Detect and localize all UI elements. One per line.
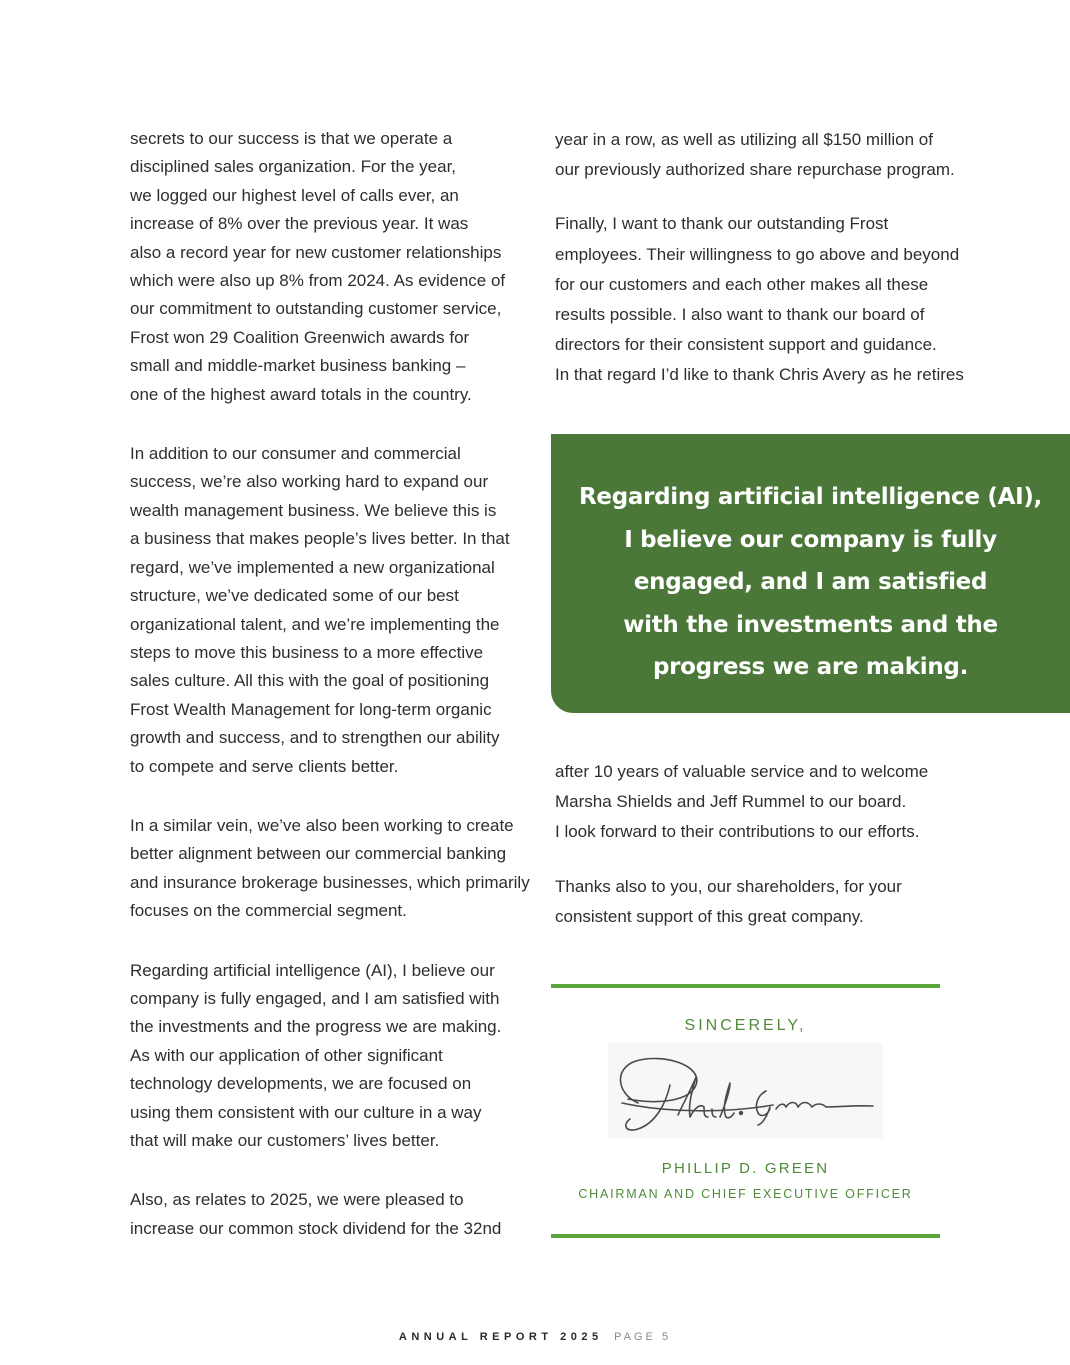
- text-line: the investments and the progress we are making.: [130, 1017, 502, 1037]
- paragraph-dividend: [130, 1186, 520, 1243]
- text-line: Frost won 29 Coalition Greenwich awards for: [130, 327, 470, 347]
- text-line: our commitment to outstanding customer service,: [130, 299, 502, 319]
- text-line: that will make our customers’ lives better.: [130, 1131, 440, 1150]
- text-line: Frost Wealth Management for long-term organic: [130, 699, 492, 719]
- text-line: increase our common stock dividend for the 32nd: [130, 1218, 502, 1238]
- text-line: our previously authorized share repurchase program.: [555, 160, 955, 180]
- text-line: sales culture. All this with the goal of positioning: [130, 671, 490, 691]
- pull-quote: [551, 434, 1070, 713]
- signature-image: [608, 1043, 883, 1138]
- pull-quote-text: [551, 476, 1070, 689]
- text-line: increase of 8% over the previous year. It was: [130, 214, 469, 234]
- text-line: small and middle-market business banking –: [130, 356, 466, 376]
- text-line: In addition to our consumer and commercial: [130, 444, 461, 464]
- text-line: Thanks also to you, our shareholders, for your: [555, 876, 902, 896]
- paragraph-repurchase: [555, 125, 955, 185]
- page-footer: [0, 1331, 1070, 1343]
- signer-name: PHILLIP D. GREEN: [661, 1160, 830, 1177]
- paragraph-thanks-shareholders: [555, 872, 945, 932]
- text-line: year in a row, as well as utilizing all $150 million of: [555, 130, 933, 149]
- text-line: we logged our highest level of calls ever, an: [130, 185, 459, 205]
- text-line: steps to move this business to a more effective: [130, 642, 484, 662]
- text-line: secrets to our success is that we operate a: [130, 129, 453, 148]
- paragraph-insurance: [130, 812, 530, 926]
- text-line: better alignment between our commercial banking: [130, 844, 507, 864]
- right-column-bottom: [555, 757, 945, 932]
- right-column-top: [555, 125, 964, 391]
- text-line: after 10 years of valuable service and to welcome: [555, 762, 929, 781]
- divider-bottom: [551, 1234, 940, 1238]
- pull-quote-line: engaged, and I am satisfied: [633, 569, 988, 595]
- text-line: consistent support of this great company.: [555, 906, 864, 926]
- text-line: to compete and serve clients better.: [130, 756, 399, 776]
- pull-quote-line: I believe our company is fully: [624, 526, 997, 553]
- pull-quote-line: with the investments and the: [623, 611, 998, 638]
- text-line: As with our application of other significant: [130, 1045, 443, 1065]
- text-line: a business that makes people’s lives better. In that: [130, 529, 510, 549]
- text-line: focuses on the commercial segment.: [130, 901, 407, 921]
- footer-report-label: ANNUAL REPORT 2025: [398, 1331, 603, 1343]
- paragraph-sales: [130, 125, 520, 409]
- text-line: organizational talent, and we’re implementing the: [130, 614, 500, 634]
- text-line: Regarding artificial intelligence (AI), I believe our: [130, 960, 495, 980]
- signature-icon: [608, 1043, 883, 1138]
- text-line: In that regard I’d like to thank Chris Avery as he retires: [555, 365, 964, 385]
- text-line: Also, as relates to 2025, we were pleased to: [130, 1190, 464, 1210]
- text-line: Finally, I want to thank our outstanding Frost: [555, 214, 889, 234]
- text-line: for our customers and each other makes all these: [555, 274, 929, 294]
- divider-top: [551, 984, 940, 988]
- text-line: also a record year for new customer relationships: [130, 242, 502, 262]
- text-line: and insurance brokerage businesses, which primarily: [130, 872, 530, 892]
- paragraph-ai: [130, 957, 520, 1156]
- text-line: growth and success, and to strengthen our ability: [130, 728, 500, 748]
- text-line: In a similar vein, we’ve also been working to create: [130, 815, 514, 835]
- paragraph-board: [555, 757, 945, 848]
- text-line: one of the highest award totals in the country.: [130, 384, 472, 404]
- text-line: disciplined sales organization. For the year,: [130, 157, 457, 177]
- paragraph-thanks-employees: [555, 209, 964, 390]
- text-line: success, we’re also working hard to expand our: [130, 472, 489, 492]
- text-line: company is fully engaged, and I am satisfied with: [130, 988, 500, 1008]
- closing-salutation: SINCERELY,: [684, 1017, 807, 1034]
- footer-page-number: PAGE 5: [614, 1331, 672, 1343]
- text-line: using them consistent with our culture in a way: [130, 1102, 482, 1122]
- pull-quote-line: progress we are making.: [652, 654, 969, 680]
- text-line: employees. Their willingness to go above and beyond: [555, 244, 960, 264]
- text-line: Marsha Shields and Jeff Rummel to our board.: [555, 792, 907, 812]
- text-line: wealth management business. We believe this is: [130, 500, 497, 520]
- signer-title: CHAIRMAN AND CHIEF EXECUTIVE OFFICER: [578, 1187, 913, 1201]
- text-line: I look forward to their contributions to our efforts.: [555, 822, 920, 842]
- text-line: directors for their consistent support and guidance.: [555, 335, 937, 355]
- paragraph-wealth-management: [130, 440, 520, 781]
- text-line: which were also up 8% from 2024. As evidence of: [130, 271, 506, 291]
- left-column: [130, 125, 530, 1243]
- text-line: regard, we’ve implemented a new organizational: [130, 557, 495, 577]
- text-line: structure, we’ve dedicated some of our best: [130, 586, 459, 606]
- text-line: results possible. I also want to thank our board of: [555, 305, 925, 325]
- text-line: technology developments, we are focused on: [130, 1074, 472, 1094]
- pull-quote-line: Regarding artificial intelligence (AI),: [579, 484, 1042, 510]
